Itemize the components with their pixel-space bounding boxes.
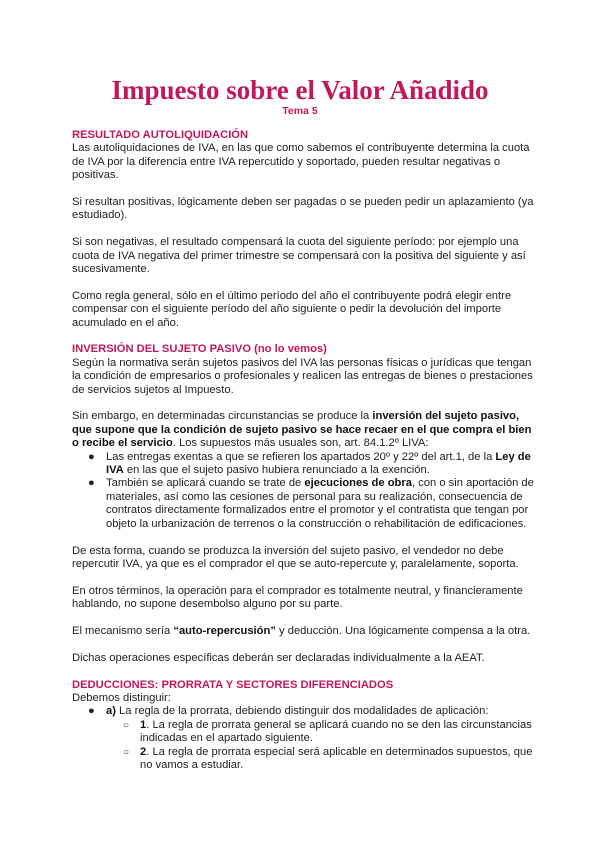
paragraph: Dichas operaciones específicas deberán ser declaradas individualmente a la AEAT. bbox=[72, 651, 485, 664]
paragraph: Si son negativas, el resultado compensará la cuota del siguiente período: por ejemplo una cuota de IVA negativa del primer trimestre se compensará con la positiva del siguiente y así sucesivamente. bbox=[72, 236, 526, 276]
document-subtitle: Tema 5 bbox=[282, 105, 318, 117]
paragraph: Sin embargo, en determinadas circunstancias se produce la inversión del sujeto pasivo, que supone que la condición de sujeto pasivo se hace recaer en el que compra el bien o recibe el servicio. Los supuestos más usuales son, art. 84.1.2º LIVA: bbox=[72, 410, 532, 450]
paragraph: Las autoliquidaciones de IVA, en las que como sabemos el contribuyente determina la cuota de IVA por la diferencia entre IVA repercutido y soportado, pueden resultar negativas o positivas. bbox=[72, 142, 530, 182]
paragraph: Según la normativa serán sujetos pasivos del IVA las personas físicas o jurídicas que tengan la condición de empresarios o profesionales y realicen las entregas de bienes o prestaciones de servicios sujetos al Impuesto. bbox=[72, 356, 533, 396]
sub-bullet-list bbox=[106, 719, 534, 773]
paragraph: En otros términos, la operación para el comprador es totalmente neutral, y financieramente hablando, no supone desembolso alguno por su parte. bbox=[72, 584, 523, 611]
bold-text: inversión del sujeto pasivo, que supone que la condición de sujeto pasivo se hace recaer en el que compra el bien o recibe el servicio bbox=[72, 410, 532, 450]
heading-deducciones: DEDUCCIONES: PRORRATA Y SECTORES DIFERENCIADOS bbox=[72, 678, 394, 691]
list-item: ● a) La regla de la prorrata, debiendo distinguir dos modalidades de aplicación: ○ 1. La regla de prorrata general se aplicará cuando no se den las circunstancias indicadas en el apartado siguiente. ○ 2. La regla de prorrata especial será aplicable en determinados supuestos, que no vamos a estudiar. bbox=[88, 705, 533, 771]
paragraph: Como regla general, sólo en el último período del año el contribuyente podrá elegir entre compensar con el siguiente período del año siguiente o pedir la devolución del importe acumulado en el año. bbox=[72, 289, 512, 329]
list-item: ● Las entregas exentas a que se refieren los apartados 20º y 22º del art.1, de la Ley de IVA en las que el sujeto pasivo hubiera renunciado a la exención. bbox=[88, 450, 531, 477]
bold-text: 1 bbox=[140, 718, 147, 731]
bold-text: “auto-repercusión” bbox=[173, 624, 276, 637]
circle-bullet-icon: ○ bbox=[123, 719, 130, 731]
bullet-list bbox=[72, 451, 534, 531]
document-title: Impuesto sobre el Valor Añadido bbox=[111, 75, 489, 105]
list-item: ● También se aplicará cuando se trate de ejecuciones de obra, con o sin aportación de materiales, así como las cesiones de personal para su realización, consecuencia de contratos directamente formalizados entre el promotor y el contratista que tengan por objeto la urbanización de terrenos o la construcción o rehabilitación de edificaciones. bbox=[88, 477, 534, 530]
circle-bullet-icon: ○ bbox=[123, 746, 130, 758]
bold-text: ejecuciones de obra bbox=[304, 477, 412, 490]
paragraph: El mecanismo sería “auto-repercusión” y deducción. Una lógicamente compensa a la otra. bbox=[72, 624, 531, 637]
bullet-icon: ● bbox=[88, 450, 95, 463]
paragraph: De esta forma, cuando se produzca la inversión del sujeto pasivo, el vendedor no debe repercutir IVA, ya que es el comprador el que se auto-repercute y, paralelamente, soporta. bbox=[72, 544, 519, 570]
document-body bbox=[72, 129, 534, 786]
paragraph: Debemos distinguir: bbox=[72, 691, 171, 704]
heading-inversion-sujeto-pasivo: INVERSIÓN DEL SUJETO PASIVO (no lo vemos) bbox=[72, 343, 327, 356]
bold-text: a) bbox=[106, 705, 116, 718]
bold-text: Ley de IVA bbox=[106, 450, 531, 477]
sub-list-item: ○ 1. La regla de prorrata general se aplicará cuando no se den las circunstancias indicadas en el apartado siguiente. bbox=[123, 718, 532, 745]
bullet-icon: ● bbox=[88, 477, 95, 490]
bullet-icon: ● bbox=[88, 705, 95, 718]
bullet-list bbox=[72, 705, 534, 772]
heading-resultado-autoliquidacion: RESULTADO AUTOLIQUIDACIÓN bbox=[72, 129, 249, 141]
bold-text: 2 bbox=[140, 745, 147, 758]
sub-list-item: ○ 2. La regla de prorrata especial será aplicable en determinados supuestos, que no vamos a estudiar. bbox=[123, 745, 533, 771]
paragraph: Si resultan positivas, lógicamente deben ser pagadas o se pueden pedir un aplazamiento (ya estudiado). bbox=[72, 196, 534, 222]
